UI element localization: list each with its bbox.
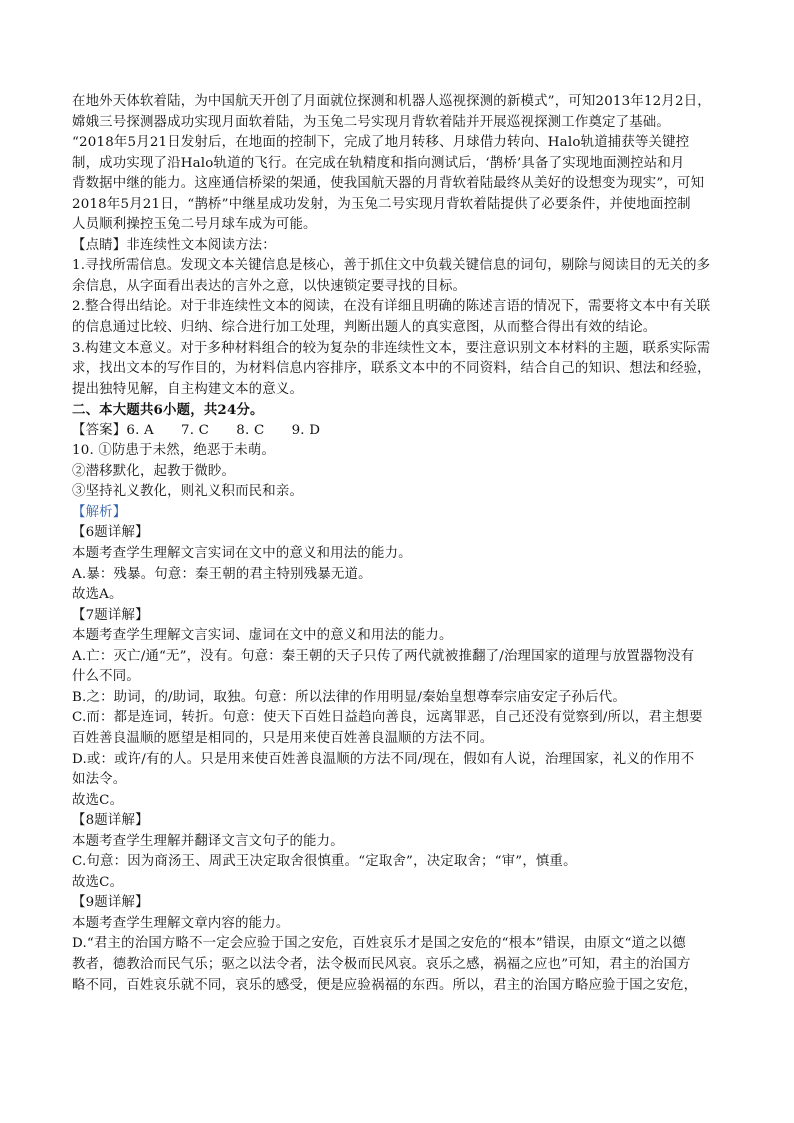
text-line: 本题考查学生理解文章内容的能力。 — [72, 915, 290, 931]
text-line: 略不同，百姓哀乐就不同，哀乐的感受，便是应验祸福的东西。所以，君主的治国方略应验于国之安危， — [72, 977, 698, 993]
section-heading: 二、本大题共6小题，共24分。 — [72, 402, 264, 419]
text-line: 本题考查学生理解文言实词、虚词在文中的意义和用法的能力。 — [72, 628, 453, 644]
text-line: C.句意：因为商汤王、周武王决定取舍很慎重。“定取舍”，决定取舍；“审”，慎重。 — [72, 854, 577, 870]
question-heading: 【7题详解】 — [72, 607, 149, 623]
text-line: B.之：助词，的/助词，取独。句意：所以法律的作用明显/秦始皇想尊奉宗庙安定子孙后代。 — [72, 689, 626, 705]
text-line: 提出独特见解，自主构建文本的意义。 — [72, 381, 304, 397]
text-line: D.或：或许/有的人。只是用来使百姓善良温顺的方法不同/现在，假如有人说，治理国家，礼义的作用不 — [72, 751, 695, 767]
text-line: 10. ①防患于未然，绝恶于未萌。 — [72, 443, 276, 459]
text-line: “2018年5月21日发射后，在地面的控制下，完成了地月转移、月球借力转向、Halo轨道捕获等关键控 — [72, 135, 690, 151]
section-label-dianjing: 【点睛】非连续性文本阅读方法： — [72, 237, 276, 253]
section-label-jiexi: 【解析】 — [72, 504, 127, 520]
text-line: 什么不同。 — [72, 669, 140, 685]
text-line: 本题考查学生理解并翻译文言文句子的能力。 — [72, 833, 344, 849]
answer-line: 【答案】6. A 7. C 8. C 9. D — [72, 422, 321, 438]
text-line: 制，成功实现了沿Halo轨道的飞行。在完成在轨精度和指向测试后，‘鹊桥’具备了实现地面测控站和月 — [72, 155, 685, 171]
text-line: C.而：都是连词，转折。句意：使天下百姓日益趋向善良，远离罪恶，自己还没有觉察到/所以，君主想要 — [72, 710, 703, 726]
text-line: 如法令。 — [72, 772, 127, 788]
question-heading: 【6题详解】 — [72, 525, 149, 541]
text-line: 嫦娥三号探测器成功实现月面软着陆，为玉兔二号实现月背软着陆并开展巡视探测工作奠定了基础。 — [72, 114, 670, 130]
question-heading: 【9题详解】 — [72, 895, 149, 911]
text-line: 故选C。 — [72, 792, 124, 808]
text-line: 人员顺利操控玉兔二号月球车成为可能。 — [72, 217, 317, 233]
text-line: D.“君主的治国方略不一定会应验于国之安危，百姓哀乐才是国之安危的“根本”错误，由原文“道之以德 — [72, 936, 686, 952]
text-line: 故选C。 — [72, 874, 124, 890]
text-line: ③坚持礼义教化，则礼义积而民和亲。 — [72, 484, 304, 500]
text-line: 故选A。 — [72, 587, 123, 603]
document-page — [72, 92, 732, 996]
text-line: 教者，德教洽而民气乐；驱之以法令者，法令极而民风哀。哀乐之感，祸福之应也”可知，君主的治国方 — [72, 956, 691, 972]
text-line: A.暴：残暴。句意：秦王朝的君主特别残暴无道。 — [72, 566, 372, 582]
text-line: 在地外天体软着陆，为中国航天开创了月面就位探测和机器人巡视探测的新模式”，可知2013年12月2日， — [72, 94, 711, 109]
question-heading: 【8题详解】 — [72, 813, 149, 829]
text-line: A.亡：灭亡/通“无”，没有。句意：秦王朝的天子只传了两代就被推翻了/治理国家的道理与放置器物没有 — [72, 648, 695, 664]
text-line: ②潜移默化，起教于微眇。 — [72, 463, 236, 479]
text-line: 本题考查学生理解文言实词在文中的意义和用法的能力。 — [72, 546, 412, 562]
text-line: 求，找出文本的写作目的，为材料信息内容排序，联系文本中的不同资料，结合自己的知识、想法和经验， — [72, 361, 711, 377]
text-line: 3.构建文本意义。对于多种材料组合的较为复杂的非连续性文本，要注意识别文本材料的主题，联系实际需 — [72, 340, 711, 356]
text-line: 百姓善良温顺的愿望是相同的，只是用来使百姓善良温顺的方法不同。 — [72, 730, 494, 746]
text-line: 1.寻找所需信息。发现文本关键信息是核心，善于抓住文中负载关键信息的词句，剔除与阅读目的无关的多 — [72, 258, 711, 274]
text-line: 背数据中继的能力。这座通信桥梁的架通，使我国航天器的月背软着陆最终从美好的设想变为现实”，可知 — [72, 176, 705, 192]
text-line: 2.整合得出结论。对于非连续性文本的阅读，在没有详细且明确的陈述言语的情况下，需要将文本中有关联 — [72, 299, 711, 315]
text-line: 的信息通过比较、归纳、综合进行加工处理，判断出题人的真实意图，从而整合得出有效的结论。 — [72, 320, 657, 336]
text-line: 余信息，从字面看出表达的言外之意，以快速锁定要寻找的目标。 — [72, 278, 467, 294]
text-line: 2018年5月21日，“鹊桥”中继星成功发射，为玉兔二号实现月背软着陆提供了必要条件，并使地面控制 — [72, 196, 691, 212]
